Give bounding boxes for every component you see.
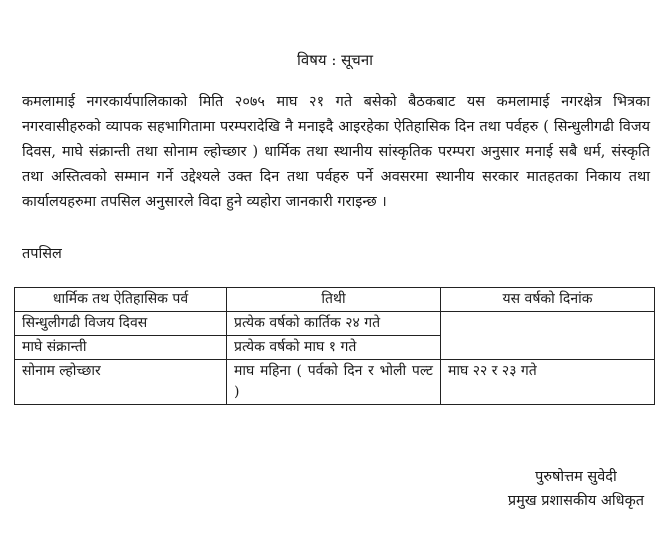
- header-date: यस वर्षको दिनांक: [441, 288, 655, 312]
- signatory-name: पुरुषोत्तम सुवेदी: [535, 469, 617, 485]
- tithi-cell: प्रत्येक वर्षको कार्तिक २४ गते: [227, 312, 441, 336]
- festival-cell: माघे संक्रान्ती: [15, 336, 227, 360]
- festival-cell: सिन्धुलीगढी विजय दिवस: [15, 312, 227, 336]
- festival-cell: सोनाम ल्होच्छार: [15, 360, 227, 405]
- tithi-cell: माघ महिना ( पर्वको दिन र भोली पल्ट ): [227, 360, 441, 405]
- signatory-title: प्रमुख प्रशासकीय अधिकृत: [507, 493, 644, 509]
- notice-subject: विषय : सूचना: [296, 51, 374, 69]
- header-festival: धार्मिक तथ ऐतिहासिक पर्व: [15, 288, 227, 312]
- holiday-schedule-table: [14, 287, 655, 405]
- date-cell: माघ २२ र २३ गते: [441, 360, 655, 405]
- table-row: [15, 360, 655, 405]
- table-row: [15, 312, 655, 336]
- signature-block: [508, 465, 644, 513]
- notice-body: कमलामाई नगरकार्यपालिकाको मिति २०७५ माघ २१ गते बसेको बैठकबाट यस कमलामाई नगरक्षेत्र भित्रका नगरवासीहरुको व्यापक सहभागितामा परम्परादेखि नै मनाइदै आइरहेका ऐतिहासिक दिन तथा पर्वहरु ( सिन्धुलीगढी विजय दिवस, माघे संक्रान्ती तथा सोनाम ल्होच्छार ) धार्मिक तथा स्थानीय सांस्कृतिक परम्परा अनुसार मनाई सबै धर्म, संस्कृति तथा अस्तित्वको सम्मान गर्ने उद्देश्यले उक्त दिन तथा पर्वहरु पर्ने अवसरमा स्थानीय सरकार मातहतका निकाय तथा कार्यालयहरुमा तपसिल अनुसारले विदा हुने व्यहोरा जानकारी गराइन्छ ।: [22, 94, 650, 210]
- tapasil-label: तपसिल: [22, 246, 62, 262]
- header-tithi: तिथी: [227, 288, 441, 312]
- table-header-row: [15, 288, 655, 312]
- tithi-cell: प्रत्येक वर्षको माघ १ गते: [227, 336, 441, 360]
- date-cell: [441, 312, 655, 360]
